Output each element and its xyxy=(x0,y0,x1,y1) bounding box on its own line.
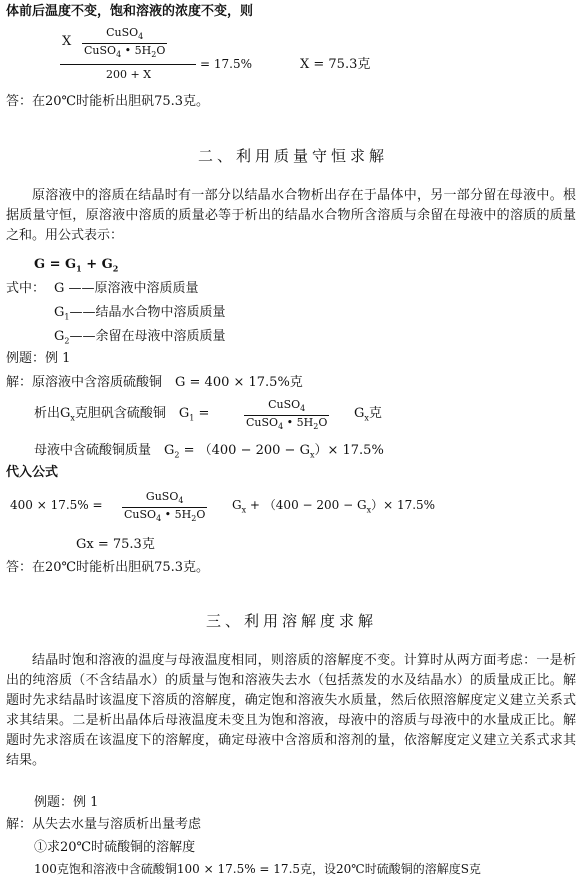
x-prefix: X xyxy=(62,34,72,49)
substitute-label: 代入公式 xyxy=(6,465,59,480)
solution-line-2-tail: $G_x$克 xyxy=(354,406,382,423)
step-1: ①求20℃时硫酸铜的溶解度 xyxy=(34,840,196,855)
gx-result: Gx = 75.3克 xyxy=(76,537,155,552)
fraction-3: GuSO$_4$ CuSO$_4$ • $5H_2O$ xyxy=(124,490,206,524)
def-g2: $G_2——$余留在母液中溶质质量 xyxy=(54,329,226,346)
example-label-3: 例题：例 1 xyxy=(34,795,99,810)
outer-denominator: 200 + X xyxy=(106,68,152,81)
example-label-2: 例题：例 1 xyxy=(6,351,71,366)
def-g1: $G_1——$结晶水合物中溶质质量 xyxy=(54,305,226,322)
answer-2: 答：在20℃时能析出胆矾75.3克。 xyxy=(6,560,210,575)
step-1-detail: 100克饱和溶液中含硫酸铜100 × 17.5% = 17.5克，设20℃时硫酸铜的溶解度S克 xyxy=(34,862,481,876)
answer-1: 答：在20℃时能析出胆矾75.3克。 xyxy=(6,94,210,109)
solution-line-1: 解：原溶液中含溶质硫酸铜 G = 400 × 17.5%克 xyxy=(6,375,303,390)
inner-fraction: CuSO$_4$ CuSO$_4$ • $5H_2O$ xyxy=(84,26,166,60)
solution-3-line-1: 解：从失去水量与溶质析出量考虑 xyxy=(6,817,202,832)
solution-line-3: 母液中含硫酸铜质量 $G_2 = (400 - 200 - G_x)\times 17.5\%$ xyxy=(34,443,384,460)
inner-num: CuSO xyxy=(106,26,139,39)
x-result: X = 75.3克 xyxy=(300,57,371,72)
section-heading-3: 三、利用溶解度求解 xyxy=(206,612,378,630)
def-label: 式中： xyxy=(6,281,46,296)
def-g: G ——原溶液中溶质质量 xyxy=(54,281,199,296)
equation-right: $G_x + (400 - 200 - G_x)\times 17.5\%$ xyxy=(232,498,436,515)
section-heading-2: 二、利用质量守恒求解 xyxy=(198,147,389,165)
section2-paragraph: 原溶液中的溶质在结晶时有一部分以结晶水合物析出存在于晶体中，另一部分留在母液中。根据质量守恒，原溶液中溶质的质量必等于析出的结晶水合物所含溶质与余留在母液中的溶质的质量之和。用公式表示： xyxy=(6,188,576,243)
equals-value: = 17.5% xyxy=(200,57,252,71)
equation-left: 400 × 17.5% = xyxy=(10,498,103,512)
formula-main: $G = G_1 + G_2$ xyxy=(34,257,119,274)
section3-paragraph: 结晶时饱和溶液的温度与母液温度相同，则溶质的溶解度不变。计算时从两方面考虑：一是析出的纯溶质（不含结晶水）的质量与饱和溶液失去水（包括蒸发的水及结晶水）的质量成正比。解题时先求结晶时该温度下溶质的溶解度，确定饱和溶液失水质量，然后依照溶解度定义建立关系式求其结果。二是析出晶体后母液温度未变且为饱和溶液，母液中的溶质与母液中的水量成正比。解题时先求溶质在该温度下的溶解度，确定母液中含溶质和溶剂的量，依溶解度定义建立关系式求其结果。 xyxy=(6,653,576,768)
outer-fraction-bar xyxy=(60,64,196,65)
solution-line-2: 析出$G_x$克胆矾含硫酸铜 $G_1$ = xyxy=(34,406,210,423)
fraction-2: CuSO$_4$ CuSO$_4$ • $5H_2O$ xyxy=(246,398,328,432)
intro-line: 体前后温度不变，饱和溶液的浓度不变，则 xyxy=(6,4,254,19)
